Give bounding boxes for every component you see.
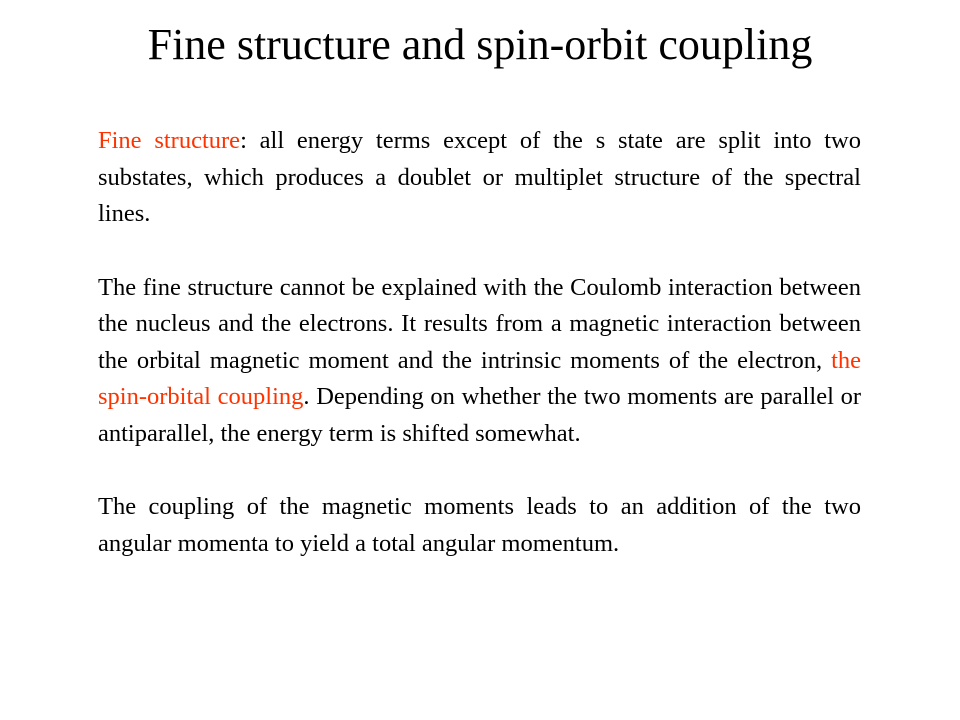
paragraph-explanation (98, 270, 861, 453)
paragraph-text-before: The fine structure cannot be explained with the Coulomb interaction between the nucleus and the electrons. It results from a magnetic interaction between the orbital magnetic moment and the intrinsic moments of the electron, (98, 273, 861, 374)
paragraph-coupling (98, 489, 861, 562)
highlight-term-fine-structure: Fine structure (98, 127, 241, 154)
paragraph-spacer (98, 452, 861, 489)
slide-title: Fine structure and spin-orbit coupling (147, 20, 813, 69)
paragraph-text: : all energy terms except of the s state are split into two substates, which produces a doublet or multiplet structure of the spectral lines. (98, 127, 861, 227)
highlight-term-spin-orbital-coupling: the spin-orbital coupling (98, 346, 861, 410)
paragraph-spacer (98, 233, 861, 270)
paragraph-fine-structure (98, 123, 861, 233)
paragraph-text-after: . Depending on whether the two moments are parallel or antiparallel, the energy term is shifted somewhat. (98, 383, 861, 447)
slide-body (98, 123, 861, 562)
paragraph-text: The coupling of the magnetic moments leads to an addition of the two angular momenta to yield a total angular momentum. (98, 493, 861, 557)
